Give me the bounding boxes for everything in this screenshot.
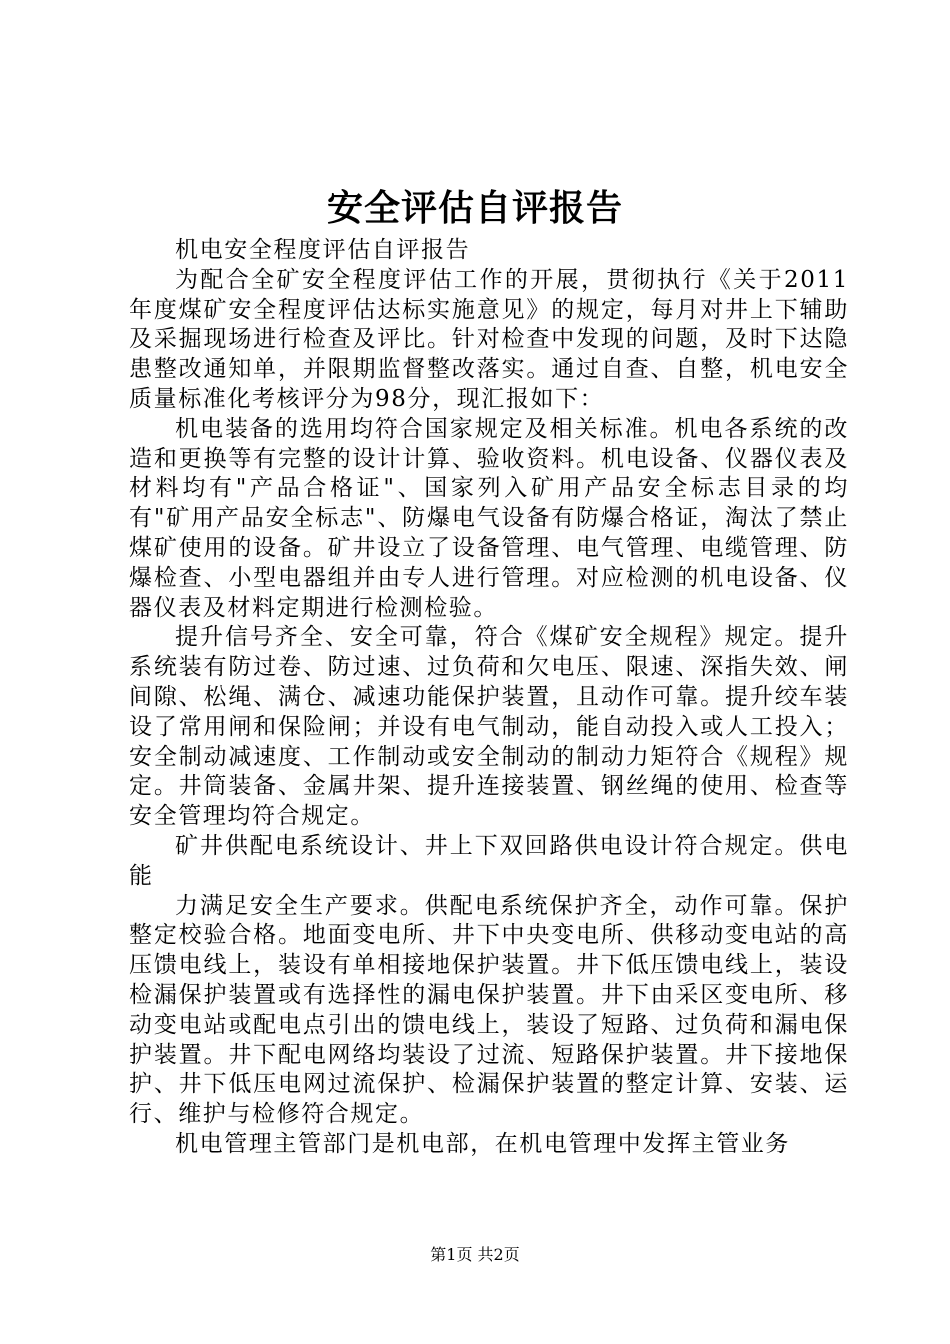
paragraph-power-supply: 矿井供配电系统设计、井上下双回路供电设计符合规定。供电能	[129, 832, 849, 889]
paragraph-subtitle: 机电安全程度评估自评报告	[175, 237, 471, 263]
paragraph-management: 机电管理主管部门是机电部，在机电管理中发挥主管业务	[175, 1130, 790, 1157]
document-title: 安全评估自评报告	[326, 187, 623, 229]
paragraph-equipment: 机电装备的选用均符合国家规定及相关标准。机电各系统的改造和更换等有完整的设计计算、验收资料。机电设备、仪器仪表及材料均有"产品合格证"、国家列入矿用产品安全标志目录的均有"矿用产品安全标志"、防爆电气设备有防爆合格证，淘汰了禁止煤矿使用的设备。矿井设立了设备管理、电气管理、电缆管理、防爆检查、小型电器组并由专人进行管理。对应检测的机电设备、仪器仪表及材料定期进行检测检验。	[129, 415, 849, 621]
page-footer: 第1页 共2页	[430, 1245, 520, 1264]
document-body	[129, 236, 849, 1160]
paragraph-hoisting: 提升信号齐全、安全可靠，符合《煤矿安全规程》规定。提升系统装有防过卷、防过速、过负荷和欠电压、限速、深指失效、闸间隙、松绳、满仓、减速功能保护装置，且动作可靠。提升绞车装设了常用闸和保险闸；并设有电气制动，能自动投入或人工投入；安全制动减速度、工作制动或安全制动的制动力矩符合《规程》规定。井筒装备、金属井架、提升连接装置、钢丝绳的使用、检查等安全管理均符合规定。	[129, 624, 849, 830]
paragraph-intro: 为配合全矿安全程度评估工作的开展，贯彻执行《关于2011年度煤矿安全程度评估达标实施意见》的规定，每月对井上下辅助及采掘现场进行检查及评比。针对检查中发现的问题，及时下达隐患整改通知单，并限期监督整改落实。通过自查、自整，机电安全质量标准化考核评分为98分，现汇报如下：	[129, 266, 849, 412]
paragraph-protection: 力满足安全生产要求。供配电系统保护齐全，动作可靠。保护整定校验合格。地面变电所、井下中央变电所、供移动变电站的高压馈电线上，装设有单相接地保护装置。井下低压馈电线上，装设检漏保护装置或有选择性的漏电保护装置。井下由采区变电所、移动变电站或配电点引出的馈电线上，装设了短路、过负荷和漏电保护装置。井下配电网络均装设了过流、短路保护装置。井下接地保护、井下低压电网过流保护、检漏保护装置的整定计算、安装、运行、维护与检修符合规定。	[129, 892, 849, 1128]
